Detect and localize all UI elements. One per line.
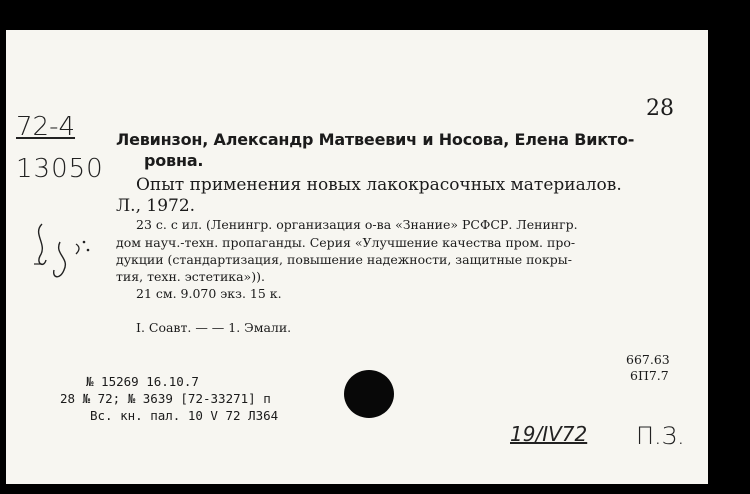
call-mark-2: 13050 bbox=[16, 154, 104, 184]
desc-line-4: тия, техн. эстетика»)). bbox=[116, 269, 265, 284]
subject-entries: I. Соавт. — — 1. Эмали. bbox=[136, 320, 292, 335]
handwritten-scribble-icon bbox=[30, 214, 110, 294]
registration-line-2: 28 № 72; № 3639 [72-33271] п bbox=[60, 391, 271, 406]
catalog-card bbox=[6, 30, 708, 484]
title-line-1: Опыт применения новых лакокрасочных материалов. bbox=[136, 175, 622, 195]
title-line-2: Л., 1972. bbox=[116, 196, 196, 216]
desc-line-5: 21 см. 9.070 экз. 15 к. bbox=[136, 286, 282, 301]
desc-line-1: 23 с. с ил. (Ленингр. организация о-ва «Знание» РСФСР. Ленингр. bbox=[136, 217, 578, 232]
page-number: 28 bbox=[646, 96, 674, 121]
heading-line-1: Левинзон, Александр Матвеевич и Носова, Елена Викто- bbox=[116, 130, 635, 149]
classification-1: 667.63 bbox=[626, 352, 670, 367]
desc-line-2: дом науч.-техн. пропаганды. Серия «Улучшение качества пром. про- bbox=[116, 235, 576, 250]
desc-line-3: дукции (стандартизация, повышение надежности, защитные покры- bbox=[116, 252, 572, 267]
card-punch-hole bbox=[344, 370, 394, 418]
handwritten-initials: П.З. bbox=[636, 422, 685, 450]
registration-line-1: № 15269 16.10.7 bbox=[86, 374, 199, 389]
classification-2: 6П7.7 bbox=[630, 368, 669, 383]
registration-line-3: Вс. кн. пал. 10 V 72 Л364 bbox=[90, 408, 279, 423]
call-mark-1: 72-4 bbox=[16, 112, 76, 142]
heading-line-2: ровна. bbox=[144, 151, 204, 170]
handwritten-date: 19/IV72 bbox=[510, 422, 588, 446]
